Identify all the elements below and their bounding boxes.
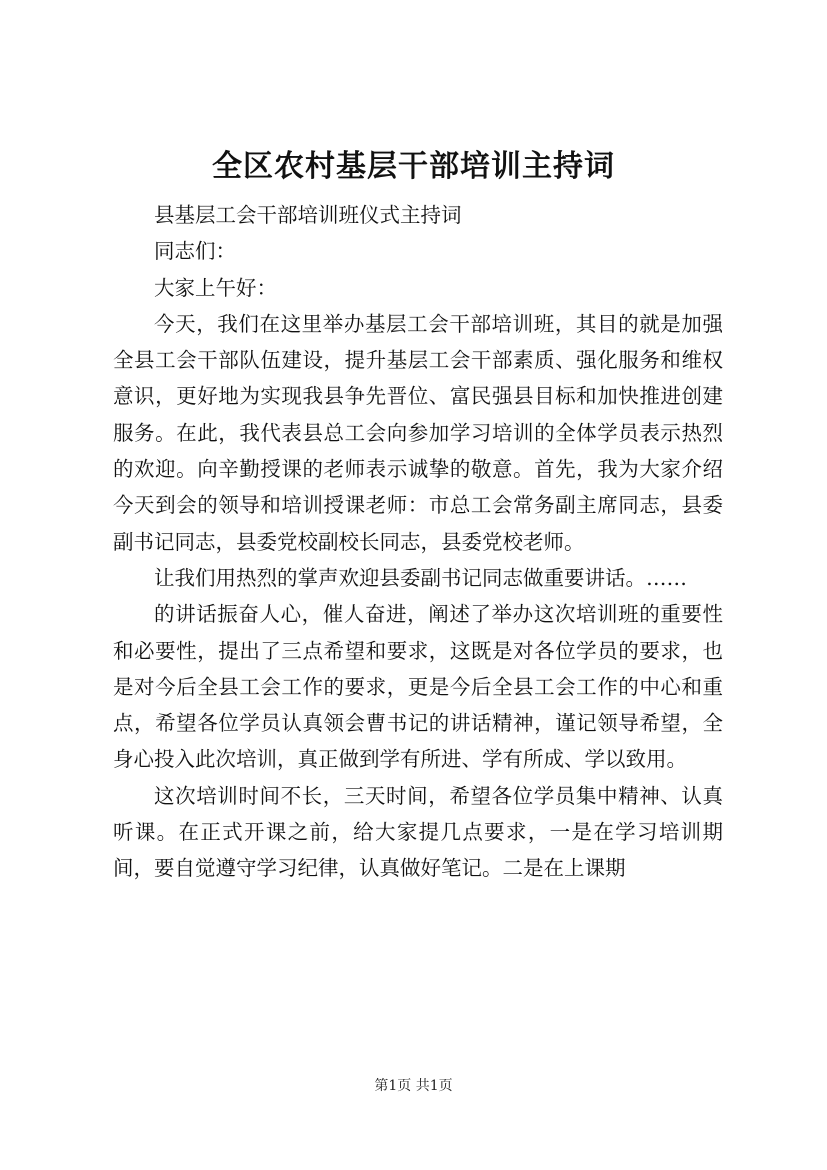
paragraph-subtitle: 县基层工会干部培训班仪式主持词 xyxy=(154,203,462,227)
paragraph-speech-summary: 的讲话振奋人心，催人奋进，阐述了举办这次培训班的重要性和必要性，提出了三点希望和要求，这既是对各位学员的要求，也是对今后全县工会工作的要求，更是今后全县工会工作的中心和重点，希望各位学员认真领会曹书记的讲话精神，谨记领导希望，全身心投入此次培训，真正做到学有所进、学有所成、学以致用。 xyxy=(113,602,723,772)
paragraph-requirements: 这次培训时间不长，三天时间，希望各位学员集中精神、认真听课。在正式开课之前，给大家提几点要求，一是在学习培训期间，要自觉遵守学习纪律，认真做好笔记。二是在上课期 xyxy=(113,783,723,881)
paragraph-salutation: 同志们： xyxy=(154,239,236,264)
page-number-footer: 第1页 共1页 xyxy=(374,1078,453,1094)
document-body xyxy=(113,197,723,887)
document-title: 全区农村基层干部培训主持词 xyxy=(212,149,615,184)
paragraph-greeting: 大家上午好： xyxy=(154,275,277,300)
paragraph-opening: 今天，我们在这里举办基层工会干部培训班，其目的就是加强全县工会干部队伍建设，提升基层工会干部素质、强化服务和维权意识，更好地为实现我县争先晋位、富民强县目标和加快推进创建服务。在此，我代表县总工会向参加学习培训的全体学员表示热烈的欢迎。向辛勤授课的老师表示诚挚的敬意。首先，我为大家介绍今天到会的领导和培训授课老师：市总工会常务副主席同志，县委副书记同志，县委党校副校长同志，县委党校老师。 xyxy=(113,311,723,554)
paragraph-welcome-speech: 让我们用热烈的掌声欢迎县委副书记同志做重要讲话。…… xyxy=(154,565,687,590)
